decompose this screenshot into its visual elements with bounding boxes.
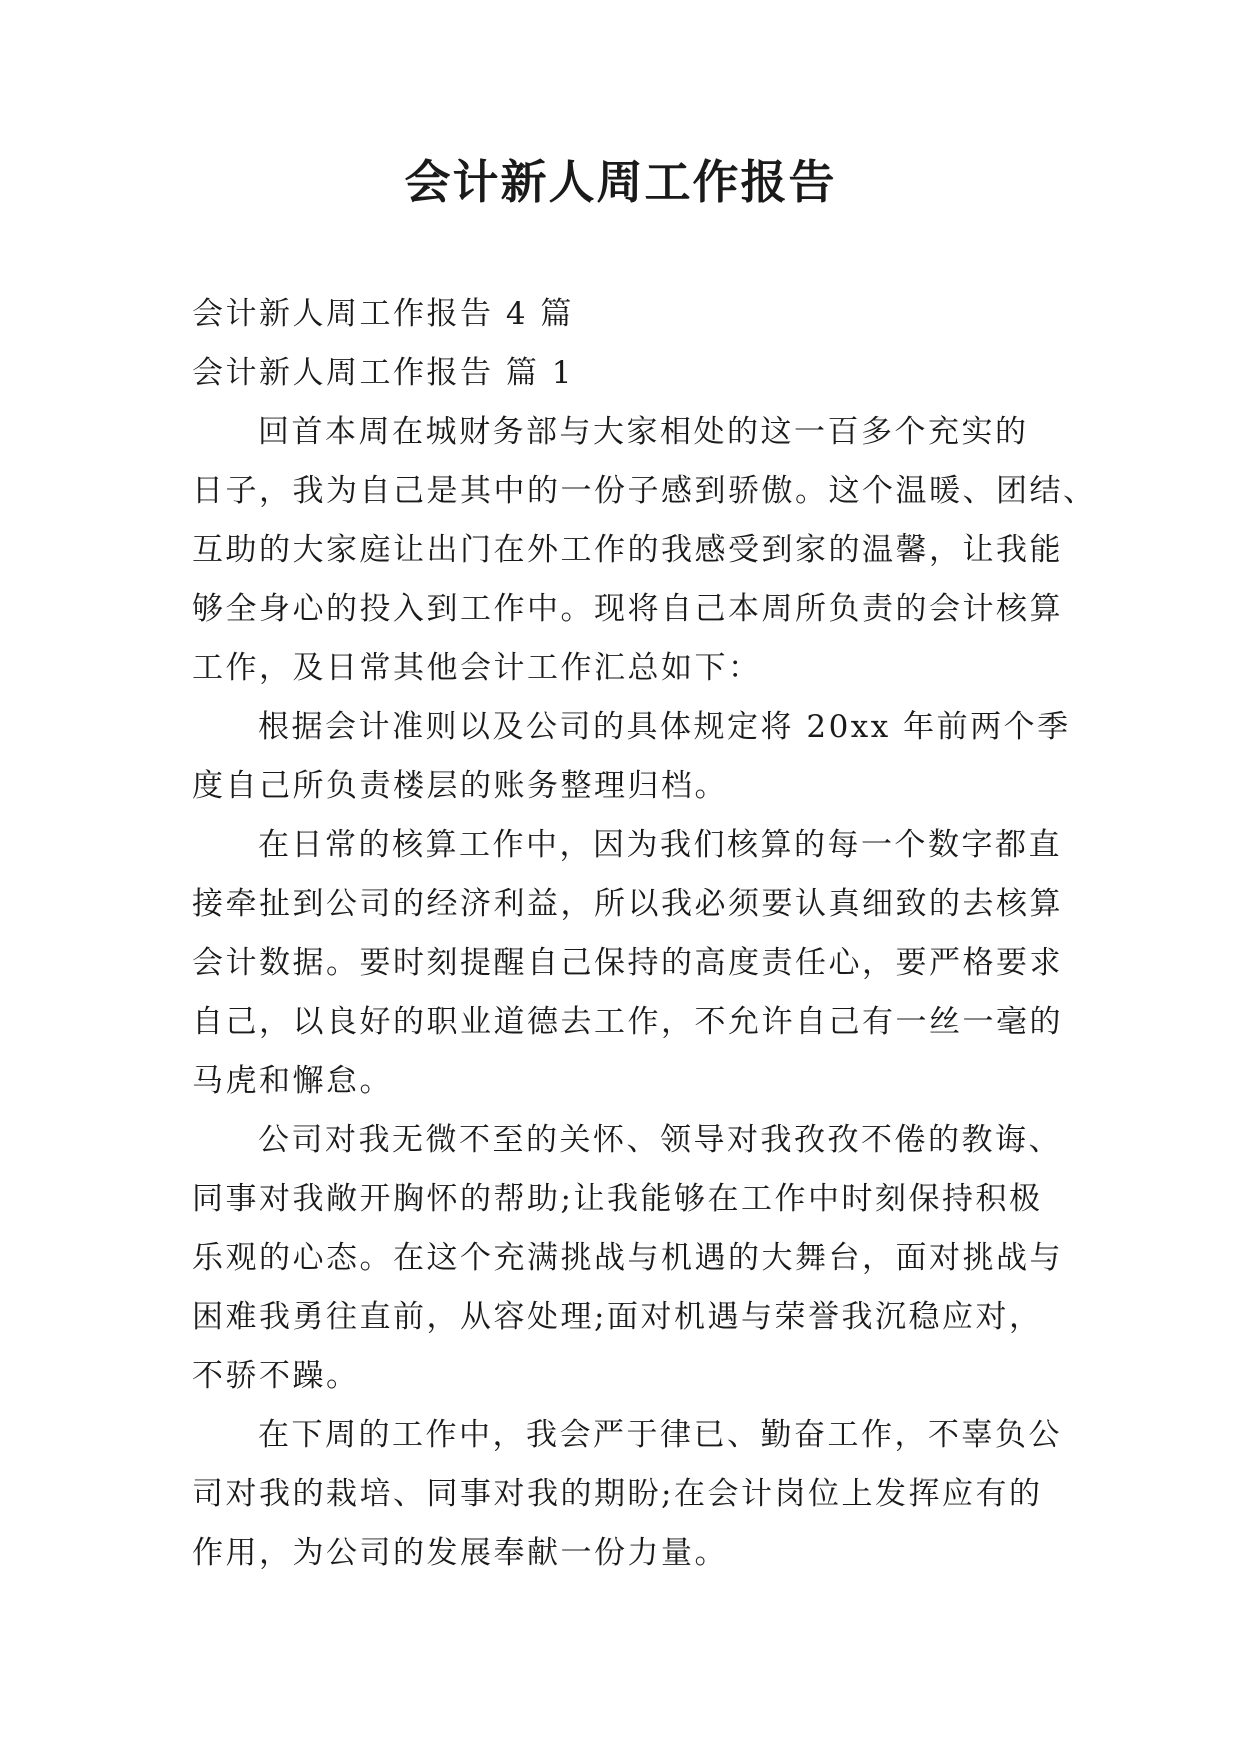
paragraph-1 bbox=[192, 403, 1097, 698]
paragraph-line: 够全身心的投入到工作中。现将自己本周所负责的会计核算 bbox=[192, 591, 1063, 627]
paragraph-3 bbox=[192, 816, 1063, 1111]
paragraph-line: 在下周的工作中，我会严于律已、勤奋工作，不辜负公 bbox=[258, 1417, 1062, 1453]
paragraph-line: 作用，为公司的发展奉献一份力量。 bbox=[192, 1535, 728, 1571]
section-heading: 会计新人周工作报告 篇 1 bbox=[192, 355, 574, 391]
paragraph-line: 在日常的核算工作中，因为我们核算的每一个数字都直 bbox=[258, 827, 1062, 863]
paragraph-line: 困难我勇往直前，从容处理;面对机遇与荣誉我沉稳应对， bbox=[192, 1299, 1043, 1335]
paragraph-4 bbox=[192, 1111, 1063, 1406]
paragraph-line: 回首本周在城财务部与大家相处的这一百多个充实的 bbox=[258, 414, 1029, 450]
paragraph-line: 互助的大家庭让出门在外工作的我感受到家的温馨，让我能 bbox=[192, 532, 1063, 568]
paragraph-line: 度自己所负责楼层的账务整理归档。 bbox=[192, 768, 728, 804]
paragraph-line: 自己，以良好的职业道德去工作，不允许自己有一丝一毫的 bbox=[192, 1004, 1063, 1040]
paragraph-line: 日子，我为自己是其中的一份子感到骄傲。这个温暖、团结、 bbox=[192, 473, 1097, 509]
paragraph-line: 乐观的心态。在这个充满挑战与机遇的大舞台，面对挑战与 bbox=[192, 1240, 1063, 1276]
paragraph-line: 公司对我无微不至的关怀、领导对我孜孜不倦的教诲、 bbox=[258, 1122, 1062, 1158]
paragraph-line: 根据会计准则以及公司的具体规定将 20xx 年前两个季 bbox=[258, 709, 1071, 745]
document-body bbox=[192, 285, 1097, 1583]
paragraph-line: 会计数据。要时刻提醒自己保持的高度责任心，要严格要求 bbox=[192, 945, 1063, 981]
paragraph-line: 接牵扯到公司的经济利益，所以我必须要认真细致的去核算 bbox=[192, 886, 1063, 922]
paragraph-2 bbox=[192, 698, 1071, 816]
paragraph-5 bbox=[192, 1406, 1062, 1583]
paragraph-line: 工作，及日常其他会计工作汇总如下： bbox=[192, 650, 762, 686]
paragraph-line: 同事对我敞开胸怀的帮助;让我能够在工作中时刻保持积极 bbox=[192, 1181, 1043, 1217]
document-subtitle: 会计新人周工作报告 4 篇 bbox=[192, 296, 574, 332]
paragraph-line: 马虎和懈怠。 bbox=[192, 1063, 393, 1099]
paragraph-line: 不骄不躁。 bbox=[192, 1358, 360, 1394]
document-title: 会计新人周工作报告 bbox=[404, 155, 837, 209]
paragraph-line: 司对我的栽培、同事对我的期盼;在会计岗位上发挥应有的 bbox=[192, 1476, 1043, 1512]
